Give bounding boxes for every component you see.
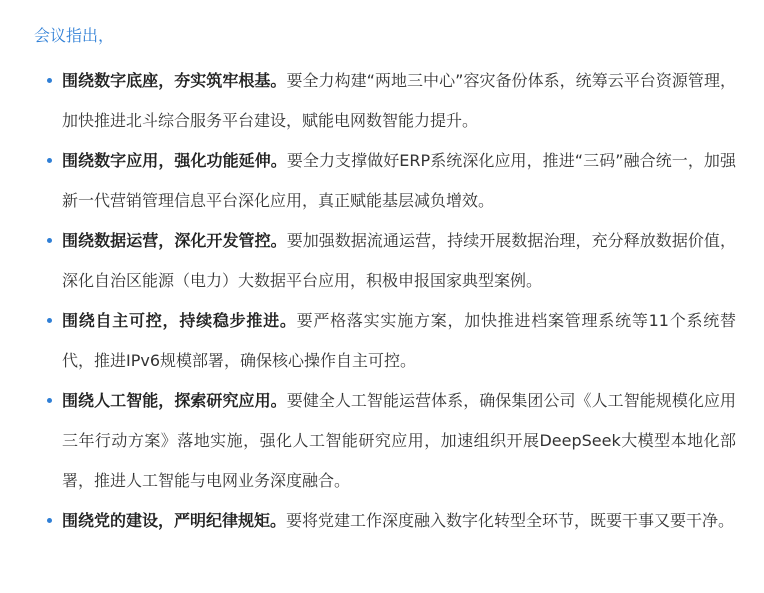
bullet-dot-icon <box>47 158 52 163</box>
list-item <box>34 301 736 381</box>
point-heading: 围绕党的建设，严明纪律规矩。 <box>62 511 287 530</box>
point-body: 要将党建工作深度融入数字化转型全环节，既要干事又要干净。 <box>286 511 735 530</box>
point-heading: 围绕数据运营，深化开发管控。 <box>62 231 287 250</box>
point-heading: 围绕自主可控，持续稳步推进。 <box>62 311 297 330</box>
list-item <box>34 381 736 501</box>
bullet-dot-icon <box>47 78 52 83</box>
point-body: 要健全人工智能运营体系，确保集团公司《人工智能规模化应用三年行动方案》落地实施，强化人工智能研究应用，加速组织开展DeepSeek大模型本地化部署，推进人工智能与电网业务深度融合。 <box>62 391 736 490</box>
point-heading: 围绕数字应用，强化功能延伸。 <box>62 151 287 170</box>
list-item <box>34 141 736 221</box>
bullet-dot-icon <box>47 238 52 243</box>
key-points-list <box>34 61 736 541</box>
bullet-dot-icon <box>47 518 52 523</box>
point-body: 要全力支撑做好ERP系统深化应用，推进“三码”融合统一，加强新一代营销管理信息平台深化应用，真正赋能基层减负增效。 <box>62 151 736 210</box>
list-item <box>34 501 736 541</box>
list-item <box>34 221 736 301</box>
point-body: 要严格落实实施方案，加快推进档案管理系统等11个系统替代，推进IPv6规模部署，确保核心操作自主可控。 <box>62 311 736 370</box>
point-body: 要加强数据流通运营，持续开展数据治理，充分释放数据价值，深化自治区能源（电力）大数据平台应用，积极申报国家典型案例。 <box>62 231 736 290</box>
point-heading: 围绕人工智能，探索研究应用。 <box>62 391 287 410</box>
intro-text: 会议指出， <box>34 26 115 45</box>
bullet-dot-icon <box>47 318 52 323</box>
list-item <box>34 61 736 141</box>
point-heading: 围绕数字底座，夯实筑牢根基。 <box>62 71 287 90</box>
point-body: 要全力构建“两地三中心”容灾备份体系，统筹云平台资源管理，加快推进北斗综合服务平台建设，赋能电网数智能力提升。 <box>62 71 736 130</box>
bullet-dot-icon <box>47 398 52 403</box>
